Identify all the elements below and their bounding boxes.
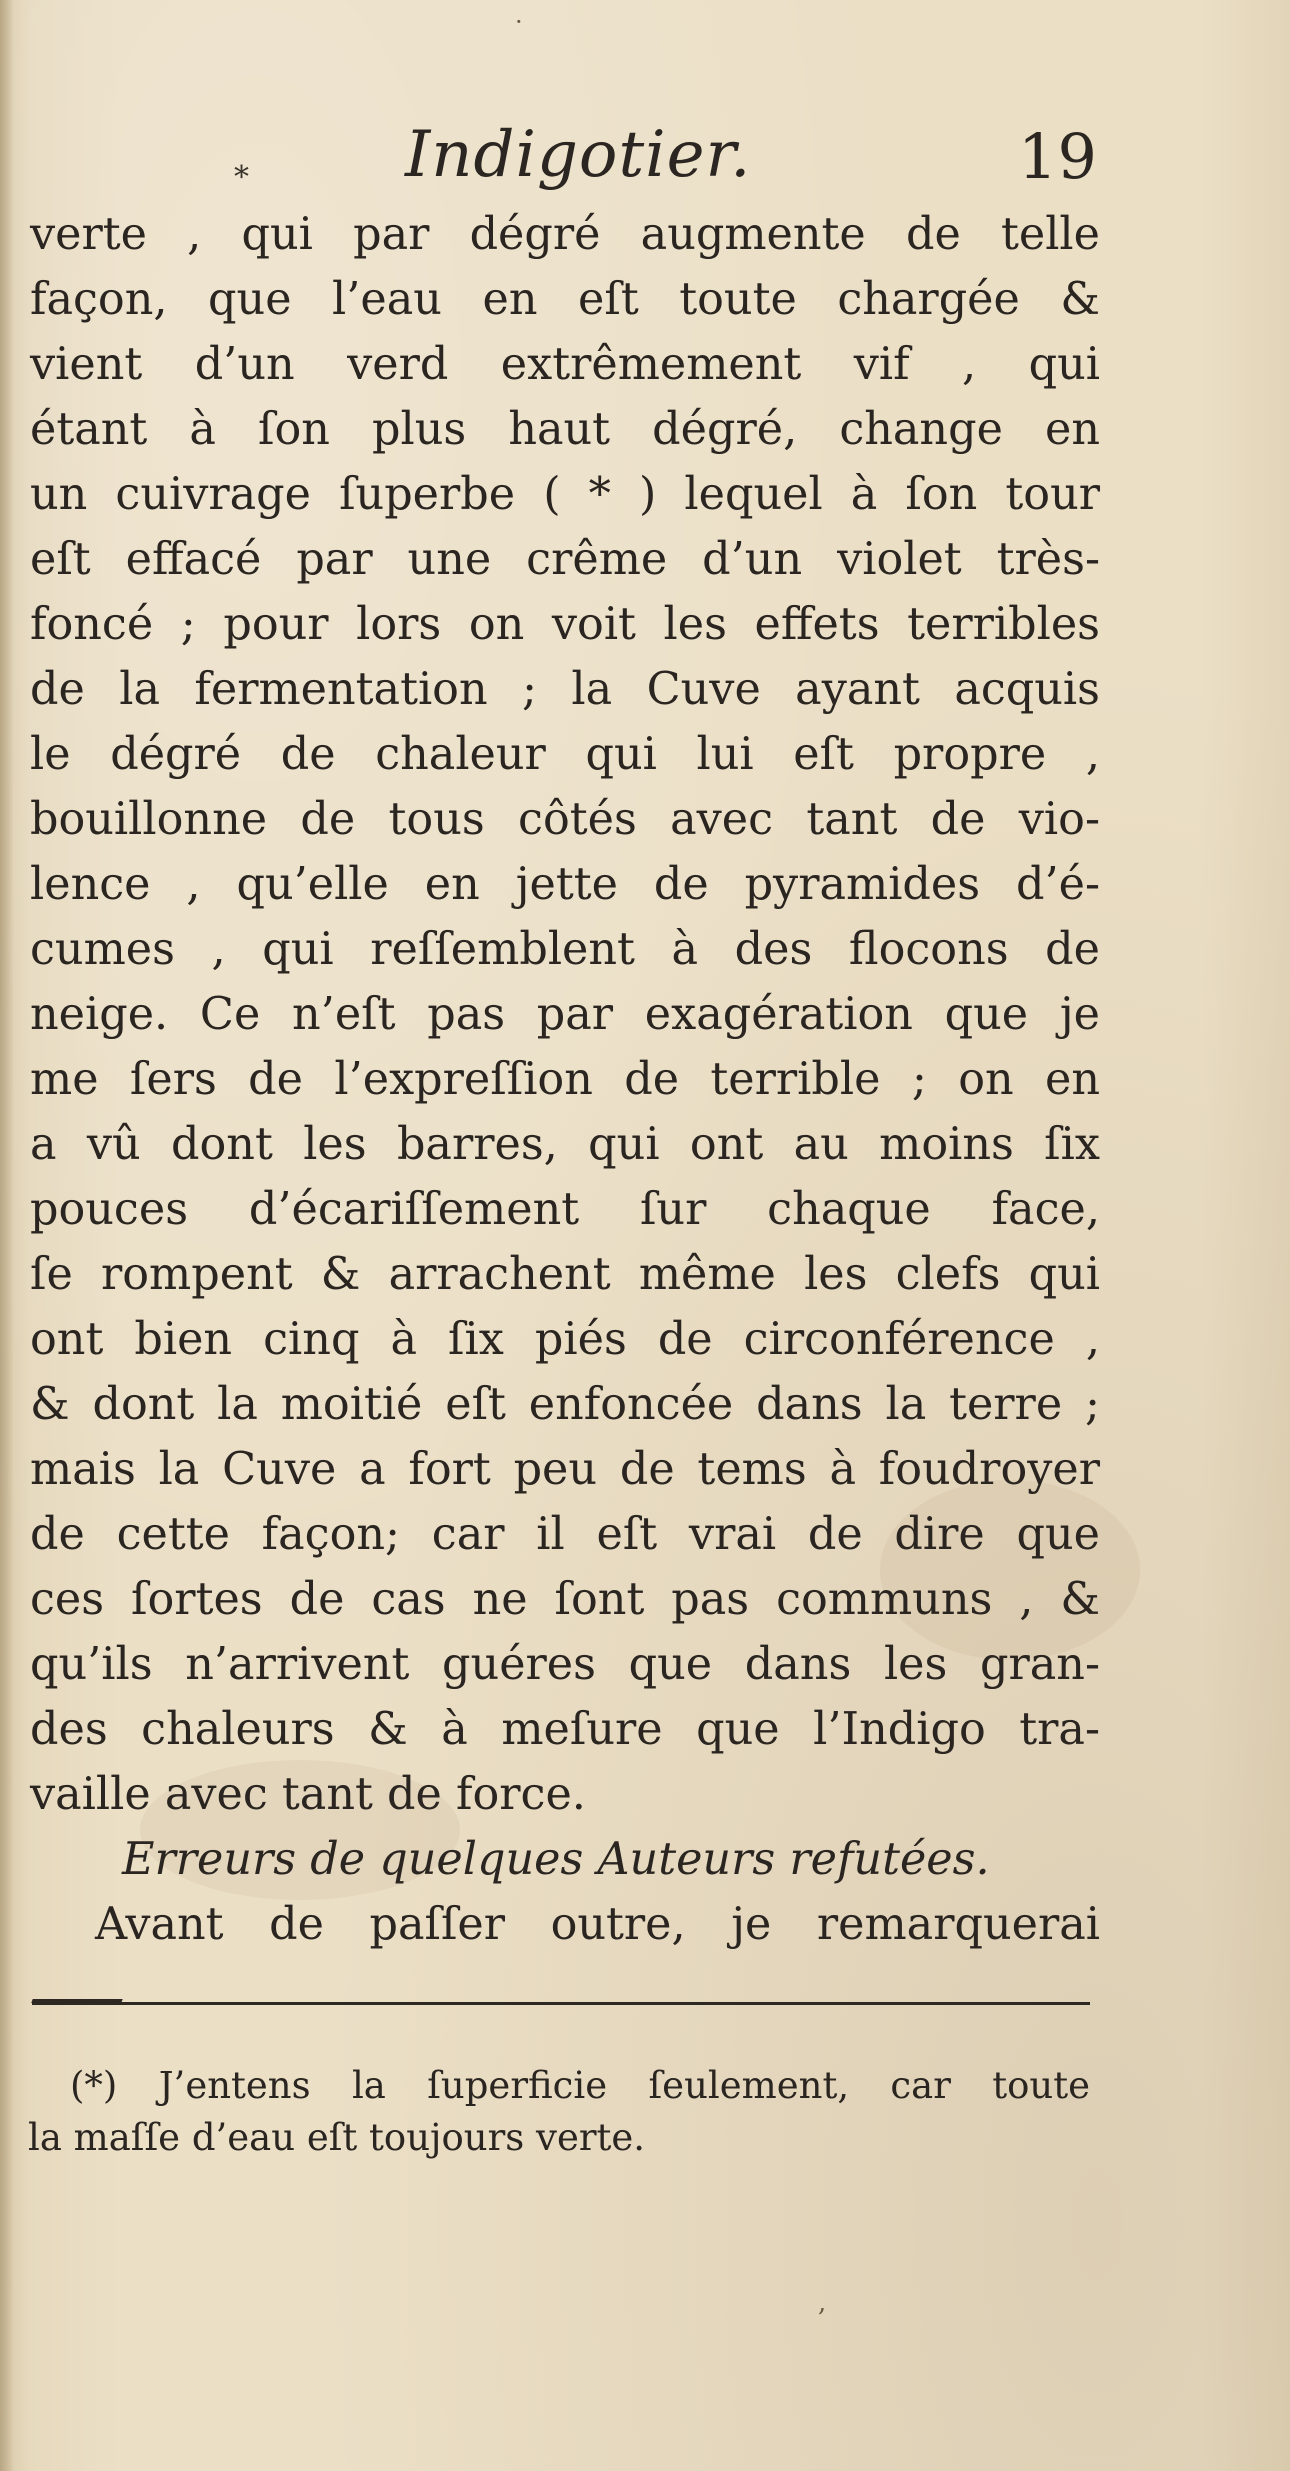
text-line: vient d’un verd extrêmement vif , qui bbox=[30, 339, 1100, 390]
text-line: ont bien cinq à ſix piés de circonférence , bbox=[30, 1314, 1100, 1365]
text-line: vaille avec tant de force. bbox=[30, 1769, 586, 1820]
text-line: ſe rompent & arrachent même les clefs qui bbox=[30, 1249, 1100, 1300]
footnote-line: la maſſe d’eau eſt toujours verte. bbox=[28, 2116, 646, 2159]
text-line: un cuivrage ſuperbe ( * ) lequel à ſon tour bbox=[30, 469, 1100, 520]
text-line: qu’ils n’arrivent guéres que dans les gran- bbox=[30, 1639, 1100, 1690]
text-line: eſt effacé par une crême d’un violet très- bbox=[30, 534, 1100, 585]
footnote-rule bbox=[32, 2002, 1090, 2005]
printer-mark: , bbox=[818, 2288, 827, 2318]
page-gutter-shadow bbox=[0, 0, 14, 2471]
text-line: le dégré de chaleur qui lui eſt propre , bbox=[30, 729, 1100, 780]
section-heading: Erreurs de quelques Auteurs refutées. bbox=[122, 1834, 990, 1885]
text-line: des chaleurs & à meſure que l’Indigo tra- bbox=[30, 1704, 1100, 1755]
page-header bbox=[0, 118, 1290, 208]
running-title: Indigotier. bbox=[405, 118, 752, 192]
text-line: Avant de paſſer outre, je remarquerai bbox=[95, 1899, 1100, 1950]
text-line: verte , qui par dégré augmente de telle bbox=[30, 209, 1100, 260]
text-line: & dont la moitié eſt enfoncée dans la terre ; bbox=[30, 1379, 1100, 1430]
page-number: 19 bbox=[1018, 120, 1097, 193]
text-line: bouillonne de tous côtés avec tant de vio- bbox=[30, 794, 1100, 845]
text-line: de cette façon; car il eſt vrai de dire que bbox=[30, 1509, 1100, 1560]
text-line: a vû dont les barres, qui ont au moins ſix bbox=[30, 1119, 1100, 1170]
text-line: foncé ; pour lors on voit les effets terribles bbox=[30, 599, 1100, 650]
text-line: lence , qu’elle en jette de pyramides d’é- bbox=[30, 859, 1100, 910]
printer-mark: · bbox=[515, 8, 523, 36]
text-line: ces ſortes de cas ne ſont pas communs , & bbox=[30, 1574, 1100, 1625]
text-line: me ſers de l’expreſſion de terrible ; on en bbox=[30, 1054, 1100, 1105]
text-line: neige. Ce n’eſt pas par exagération que je bbox=[30, 989, 1100, 1040]
text-line: façon, que l’eau en eſt toute chargée & bbox=[30, 274, 1100, 325]
text-line: étant à ſon plus haut dégré, change en bbox=[30, 404, 1100, 455]
text-line: de la fermentation ; la Cuve ayant acquis bbox=[30, 664, 1100, 715]
header-ornament: * bbox=[234, 160, 249, 195]
footnote-line: (*) J’entens la ſuperficie ſeulement, car toute bbox=[70, 2064, 1090, 2107]
text-line: pouces d’écariſſement ſur chaque face, bbox=[30, 1184, 1100, 1235]
text-line: mais la Cuve a fort peu de tems à foudroyer bbox=[30, 1444, 1100, 1495]
text-line: cumes , qui reſſemblent à des flocons de bbox=[30, 924, 1100, 975]
